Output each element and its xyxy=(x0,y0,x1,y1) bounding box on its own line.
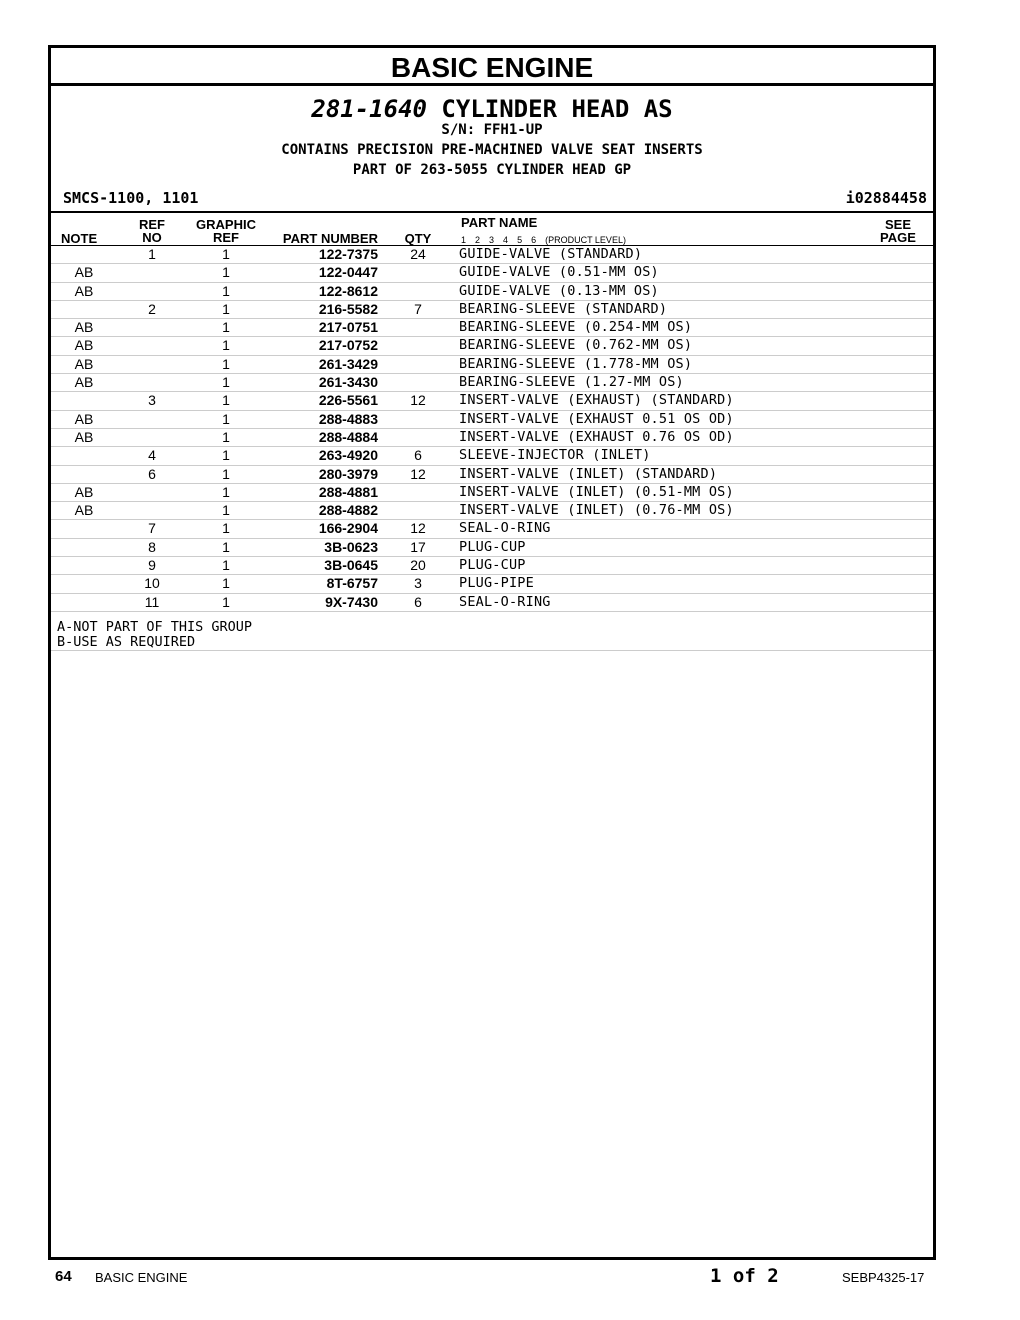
table-row xyxy=(51,502,933,520)
row-part-number: 288-4882 xyxy=(318,502,378,519)
note-b: B-USE AS REQUIRED xyxy=(57,634,196,650)
row-ref-no: 4 xyxy=(148,447,156,464)
row-qty: 12 xyxy=(410,520,426,537)
col-note: NOTE xyxy=(61,231,98,246)
row-part-name: PLUG-PIPE xyxy=(459,575,534,592)
footer-page-number: 64 xyxy=(55,1268,72,1285)
row-part-number: 288-4884 xyxy=(318,428,378,445)
group-description: CONTAINS PRECISION PRE-MACHINED VALVE SEAT INSERTS xyxy=(281,142,703,158)
col-part-name: PART NAME xyxy=(461,215,538,230)
col-see-top: SEE xyxy=(884,217,911,232)
table-row xyxy=(51,356,933,374)
table-row xyxy=(51,301,933,319)
row-part-name: BEARING-SLEEVE (0.254-MM OS) xyxy=(459,319,693,336)
row-graphic-ref: 1 xyxy=(222,410,230,427)
row-graphic-ref: 1 xyxy=(222,392,230,409)
table-row xyxy=(51,539,933,557)
row-note: AB xyxy=(74,428,94,445)
table-row xyxy=(51,594,933,612)
table-row xyxy=(51,374,933,392)
row-graphic-ref: 1 xyxy=(222,520,230,537)
notes xyxy=(57,620,252,650)
note-a: A-NOT PART OF THIS GROUP xyxy=(57,619,253,635)
row-note: AB xyxy=(74,502,94,519)
row-qty: 17 xyxy=(410,538,426,555)
col-ref xyxy=(136,218,168,244)
row-graphic-ref: 1 xyxy=(222,246,230,262)
row-ref-no: 1 xyxy=(148,246,156,262)
product-level-3: 3 xyxy=(489,235,495,245)
row-part-number: 122-8612 xyxy=(318,282,378,299)
row-qty: 6 xyxy=(414,447,422,464)
col-see-page xyxy=(873,218,923,244)
row-part-name: INSERT-VALVE (INLET) (0.76-MM OS) xyxy=(459,502,734,519)
row-ref-no: 11 xyxy=(144,593,160,610)
table-row xyxy=(51,557,933,575)
group-header xyxy=(51,86,933,180)
table-row xyxy=(51,264,933,282)
row-ref-no: 10 xyxy=(144,575,160,592)
col-part-number: PART NUMBER xyxy=(282,231,378,246)
row-ref-no: 7 xyxy=(148,520,156,537)
row-part-name: GUIDE-VALVE (STANDARD) xyxy=(459,246,643,262)
group-number: 281-1640 xyxy=(311,95,427,123)
row-qty: 7 xyxy=(414,300,422,317)
row-graphic-ref: 1 xyxy=(222,465,230,482)
row-note: AB xyxy=(74,410,94,427)
row-part-name: INSERT-VALVE (INLET) (STANDARD) xyxy=(459,465,718,482)
row-part-number: 217-0752 xyxy=(318,337,378,354)
footer-document-id: SEBP4325-17 xyxy=(842,1270,925,1285)
product-levels xyxy=(461,235,635,245)
row-part-name: PLUG-CUP xyxy=(459,538,526,555)
table-row xyxy=(51,283,933,301)
serial-number: S/N: FFH1-UP xyxy=(441,122,543,138)
row-part-number: 122-7375 xyxy=(318,246,378,262)
product-level-label: (PRODUCT LEVEL) xyxy=(545,235,626,245)
page-frame xyxy=(48,45,936,1260)
row-part-name: INSERT-VALVE (EXHAUST 0.76 OS OD) xyxy=(459,428,734,445)
footer-page-count: 1 of 2 xyxy=(710,1265,779,1287)
row-qty: 12 xyxy=(410,465,426,482)
table-row xyxy=(51,520,933,538)
product-level-6: 6 xyxy=(531,235,537,245)
row-part-name: SEAL-O-RING xyxy=(459,593,551,610)
row-ref-no: 9 xyxy=(148,557,156,574)
row-note: AB xyxy=(74,374,94,391)
row-part-number: 280-3979 xyxy=(318,465,378,482)
row-part-name: INSERT-VALVE (EXHAUST) (STANDARD) xyxy=(459,392,734,409)
product-level-4: 4 xyxy=(503,235,509,245)
row-ref-no: 3 xyxy=(148,392,156,409)
row-ref-no: 8 xyxy=(148,538,156,555)
col-see-bottom: PAGE xyxy=(880,230,916,245)
row-part-name: BEARING-SLEEVE (1.778-MM OS) xyxy=(459,355,693,372)
row-part-number: 122-0447 xyxy=(318,264,378,281)
row-note: AB xyxy=(74,319,94,336)
row-part-number: 217-0751 xyxy=(318,319,378,336)
notes-rule xyxy=(51,650,933,651)
row-graphic-ref: 1 xyxy=(222,502,230,519)
row-qty: 24 xyxy=(410,246,426,262)
row-note: AB xyxy=(74,337,94,354)
row-graphic-ref: 1 xyxy=(222,337,230,354)
section-title: BASIC ENGINE xyxy=(51,48,933,86)
col-ref-top: REF xyxy=(139,217,165,232)
row-graphic-ref: 1 xyxy=(222,538,230,555)
row-part-name: BEARING-SLEEVE (STANDARD) xyxy=(459,300,668,317)
row-graphic-ref: 1 xyxy=(222,557,230,574)
product-level-2: 2 xyxy=(475,235,481,245)
product-level-1: 1 xyxy=(461,235,467,245)
row-part-number: 288-4883 xyxy=(318,410,378,427)
row-graphic-ref: 1 xyxy=(222,300,230,317)
row-graphic-ref: 1 xyxy=(222,319,230,336)
row-part-number: 3B-0645 xyxy=(324,557,378,574)
col-graphic-ref xyxy=(189,218,263,244)
row-graphic-ref: 1 xyxy=(222,355,230,372)
row-part-name: GUIDE-VALVE (0.51-MM OS) xyxy=(459,264,659,281)
row-ref-no: 6 xyxy=(148,465,156,482)
row-part-number: 9X-7430 xyxy=(325,593,378,610)
row-note: AB xyxy=(74,264,94,281)
row-part-number: 261-3429 xyxy=(318,355,378,372)
group-title xyxy=(51,86,933,123)
row-part-number: 261-3430 xyxy=(318,374,378,391)
table-row xyxy=(51,319,933,337)
row-part-number: 216-5582 xyxy=(318,300,378,317)
row-note: AB xyxy=(74,355,94,372)
table-row xyxy=(51,466,933,484)
table-row xyxy=(51,411,933,429)
row-graphic-ref: 1 xyxy=(222,374,230,391)
row-part-name: SEAL-O-RING xyxy=(459,520,551,537)
table-row xyxy=(51,392,933,410)
row-qty: 3 xyxy=(414,575,422,592)
table-row xyxy=(51,575,933,593)
row-part-name: SLEEVE-INJECTOR (INLET) xyxy=(459,447,651,464)
row-qty: 20 xyxy=(410,557,426,574)
row-graphic-ref: 1 xyxy=(222,593,230,610)
col-graphic-top: GRAPHIC xyxy=(196,217,256,232)
row-graphic-ref: 1 xyxy=(222,483,230,500)
row-part-number: 166-2904 xyxy=(318,520,378,537)
footer-section: BASIC ENGINE xyxy=(95,1270,188,1285)
row-graphic-ref: 1 xyxy=(222,447,230,464)
col-graphic-bottom: REF xyxy=(213,230,239,245)
row-graphic-ref: 1 xyxy=(222,264,230,281)
row-qty: 6 xyxy=(414,593,422,610)
row-note: AB xyxy=(74,282,94,299)
row-part-name: BEARING-SLEEVE (1.27-MM OS) xyxy=(459,374,684,391)
header-rule xyxy=(51,211,933,213)
row-part-name: INSERT-VALVE (EXHAUST 0.51 OS OD) xyxy=(459,410,734,427)
part-of-group: PART OF 263-5055 CYLINDER HEAD GP xyxy=(352,162,632,178)
row-part-number: 288-4881 xyxy=(318,483,378,500)
row-part-name: BEARING-SLEEVE (0.762-MM OS) xyxy=(459,337,693,354)
product-level-5: 5 xyxy=(517,235,523,245)
row-graphic-ref: 1 xyxy=(222,282,230,299)
group-name: CYLINDER HEAD AS xyxy=(441,95,673,123)
row-note: AB xyxy=(74,483,94,500)
smcs-code: SMCS-1100, 1101 xyxy=(63,189,199,207)
parts-table xyxy=(51,246,933,612)
row-graphic-ref: 1 xyxy=(222,428,230,445)
row-part-number: 8T-6757 xyxy=(326,575,378,592)
table-row xyxy=(51,429,933,447)
table-row xyxy=(51,337,933,355)
table-row xyxy=(51,447,933,465)
row-part-number: 3B-0623 xyxy=(324,538,378,555)
row-part-name: GUIDE-VALVE (0.13-MM OS) xyxy=(459,282,659,299)
row-ref-no: 2 xyxy=(148,300,156,317)
row-part-name: PLUG-CUP xyxy=(459,557,526,574)
col-qty: QTY xyxy=(404,231,432,246)
table-row xyxy=(51,484,933,502)
row-part-name: INSERT-VALVE (INLET) (0.51-MM OS) xyxy=(459,483,734,500)
row-part-number: 226-5561 xyxy=(318,392,378,409)
illustration-id: i02884458 xyxy=(845,189,927,207)
col-ref-bottom: NO xyxy=(142,230,162,245)
table-row xyxy=(51,246,933,264)
row-part-number: 263-4920 xyxy=(318,447,378,464)
row-graphic-ref: 1 xyxy=(222,575,230,592)
row-qty: 12 xyxy=(410,392,426,409)
